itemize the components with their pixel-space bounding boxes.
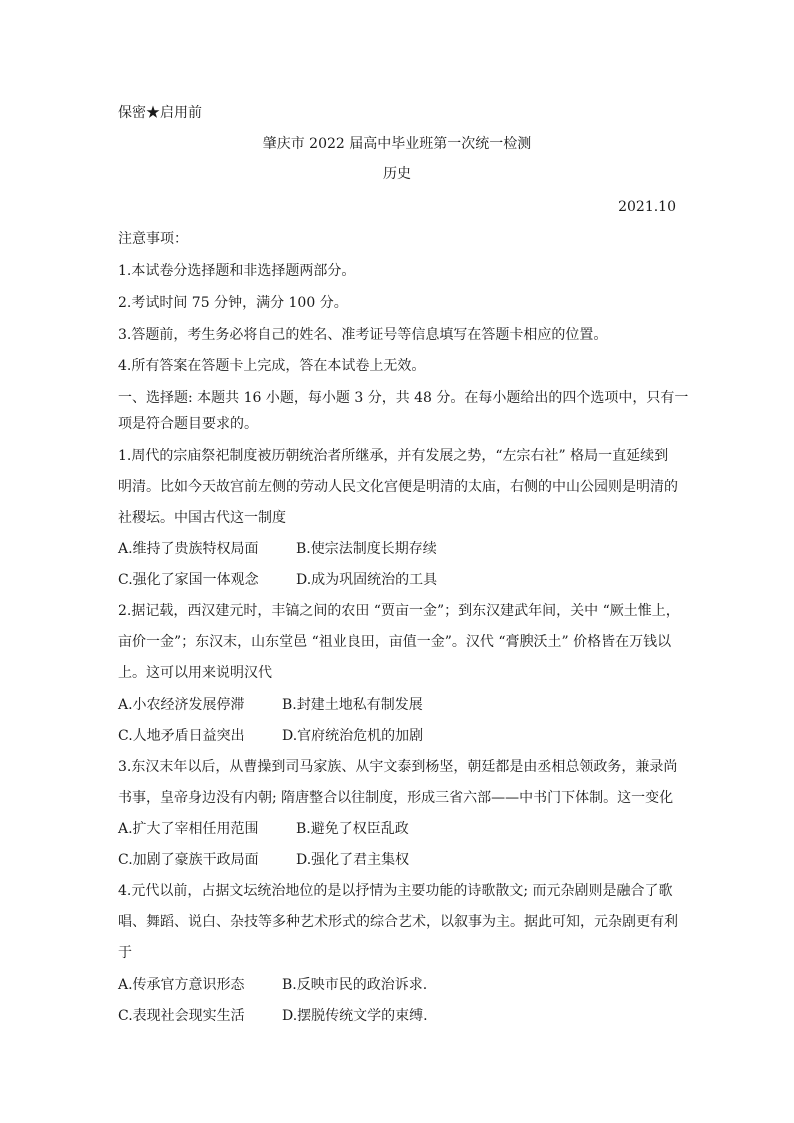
question-text: 2.据记载，西汉建元时，丰镐之间的农田 “贾亩一金”；到东汉建武年间，关中 “厥土惟上， <box>118 603 680 619</box>
option-d: D.强化了君主集权 <box>296 852 410 868</box>
secrecy-label: 保密★启用前 <box>118 105 202 121</box>
option-row <box>118 695 423 715</box>
notice-item: 3.答题前，考生务必将自己的姓名、准考证号等信息填写在答题卡相应的位置。 <box>118 327 608 343</box>
option-c: C.加剧了豪族干政局面 <box>118 852 259 868</box>
option-row <box>118 1006 428 1026</box>
option-d: D.摆脱传统文学的束缚. <box>282 1008 428 1024</box>
question-text: 书事，皇帝身边没有内朝; 隋唐整合以往制度，形成三省六部——中书门下体制。这一变化 <box>118 790 674 806</box>
option-c: C.强化了家国一体观念 <box>118 572 259 588</box>
question-text: 3.东汉末年以后，从曹操到司马家族、从宇文泰到杨坚，朝廷都是由丞相总领政务，兼录尚 <box>118 759 678 775</box>
option-a: A.小农经济发展停滞 <box>118 697 245 713</box>
notice-item: 1.本试卷分选择题和非选择题两部分。 <box>118 263 356 279</box>
option-row <box>118 539 437 559</box>
section-instruction: 项是符合题目要求的。 <box>118 416 258 432</box>
question-text: 亩价一金”；东汉末，山东堂邑 “祖业良田，亩值一金”。汉代 “膏腴沃土” 价格皆在万钱以 <box>118 634 672 650</box>
question-text: 1.周代的宗庙祭祀制度被历朝统治者所继承，并有发展之势，“左宗右社” 格局一直延续到 <box>118 448 669 464</box>
question-text: 唱、舞蹈、说白、杂技等多种艺术形式的综合艺术，以叙事为主。据此可知，元杂剧更有利 <box>118 914 678 930</box>
option-d: D.官府统治危机的加剧 <box>282 728 424 744</box>
notice-item: 4.所有答案在答题卡上完成，答在本试卷上无效。 <box>118 358 426 374</box>
exam-date: 2021.10 <box>618 199 676 215</box>
question-text: 明清。比如今天故宫前左侧的劳动人民文化宫便是明清的太庙，右侧的中山公园则是明清的 <box>118 479 678 495</box>
question-text: 4.元代以前，占据文坛统治地位的是以抒情为主要功能的诗歌散文; 而元杂剧则是融合了歌 <box>118 883 673 899</box>
question-text: 于 <box>118 945 132 961</box>
option-c: C.表现社会现实生活 <box>118 1008 245 1024</box>
notice-item: 2.考试时间 75 分钟，满分 100 分。 <box>118 295 348 311</box>
option-a: A.扩大了宰相任用范围 <box>118 821 259 837</box>
option-c: C.人地矛盾日益突出 <box>118 728 245 744</box>
notice-heading: 注意事项： <box>118 231 188 247</box>
option-d: D.成为巩固统治的工具 <box>296 572 438 588</box>
option-a: A.传承官方意识形态 <box>118 977 245 993</box>
subject-title: 历史 <box>383 166 411 182</box>
option-b: B.反映市民的政治诉求. <box>282 977 428 993</box>
option-row <box>118 850 409 870</box>
option-b: B.避免了权臣乱政 <box>296 821 409 837</box>
option-row <box>118 819 409 839</box>
question-text: 社稷坛。中国古代这一制度 <box>118 510 286 526</box>
section-instruction: 一、选择题: 本题共 16 小题，每小题 3 分，共 48 分。在每小题给出的四个选项中，只有一 <box>118 390 689 406</box>
exam-title: 肇庆市 2022 届高中毕业班第一次统一检测 <box>262 136 532 152</box>
option-b: B.封建土地私有制发展 <box>282 697 423 713</box>
option-row <box>118 726 423 746</box>
question-text: 上。这可以用来说明汉代 <box>118 665 272 681</box>
option-row <box>118 570 437 590</box>
option-row <box>118 975 427 995</box>
option-b: B.使宗法制度长期存续 <box>296 541 437 557</box>
option-a: A.维持了贵族特权局面 <box>118 541 259 557</box>
